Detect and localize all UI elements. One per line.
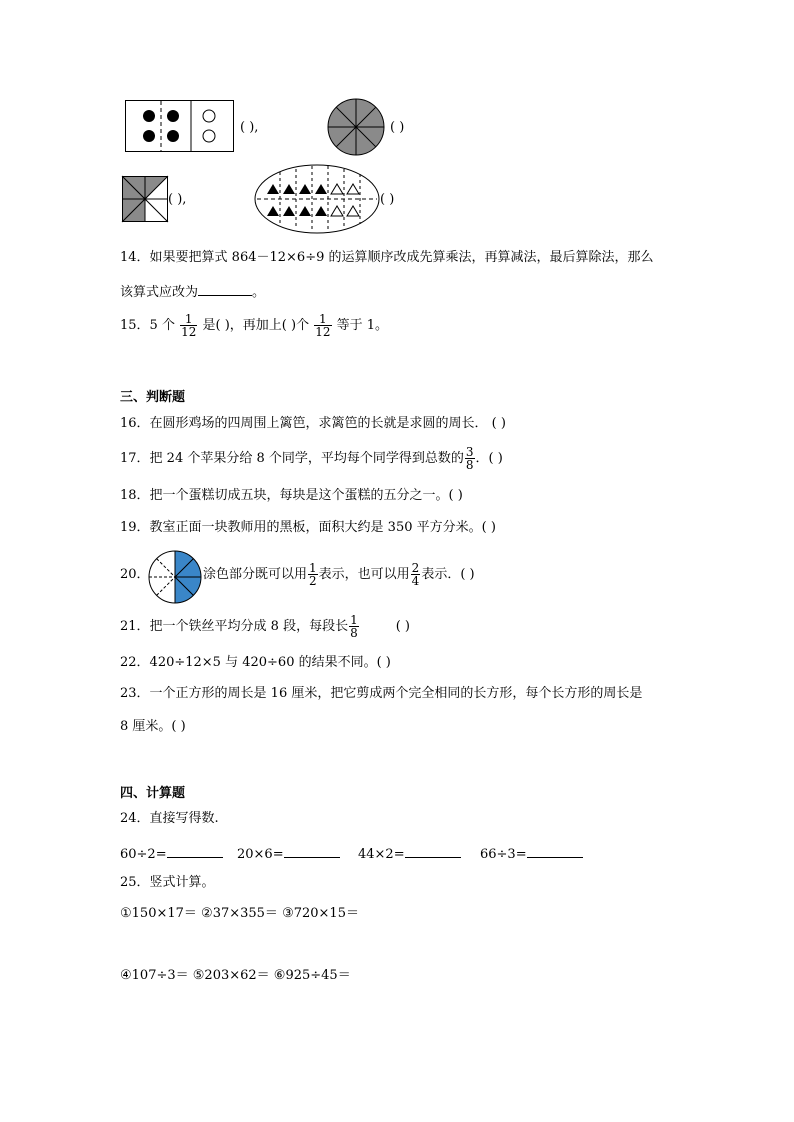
question-20-mid: 表示，也可以用 xyxy=(318,567,410,582)
question-18: 18．把一个蛋糕切成五块，每块是这个蛋糕的五分之一。( ) xyxy=(120,488,463,503)
question-15-mid: 是( )，再加上( )个 xyxy=(202,318,310,333)
fraction-3-8: $\frac{3}{8}$ xyxy=(465,445,474,472)
question-14-prefix: 该算式应改为 xyxy=(120,285,199,300)
question-25-row1: ①150×17＝ ②37×355＝ ③720×15＝ xyxy=(120,906,359,921)
question-23-line1: 23．一个正方形的周长是 16 厘米，把它剪成两个完全相同的长方形，每个长方形的周长是 xyxy=(120,686,643,701)
question-16: 16．在圆形鸡场的四周围上篱笆，求篱笆的长就是求圆的周长． ( ) xyxy=(120,416,506,431)
question-20-text: 涂色部分既可以用 xyxy=(203,567,308,582)
question-20-end: 表示．( ) xyxy=(421,567,475,582)
fraction-2-4: $\frac{2}{4}$ xyxy=(411,561,420,588)
question-24-title: 24．直接写得数. xyxy=(120,811,219,826)
triangle-square-figure xyxy=(122,176,168,222)
question-23-line2: 8 厘米。( ) xyxy=(120,719,186,734)
answer-paren-a: ( ), xyxy=(240,120,259,135)
answer-blank-24-1[interactable] xyxy=(167,845,223,858)
calc-item-4: 66÷3= xyxy=(480,845,583,863)
calc-item-1: 60÷2= xyxy=(120,845,223,863)
fraction-1-8: $\frac{1}{8}$ xyxy=(350,613,358,640)
answer-paren-c: ( ), xyxy=(168,192,187,207)
question-17 xyxy=(120,444,503,474)
answer-paren-d: ( ) xyxy=(380,192,395,207)
question-15 xyxy=(120,309,388,343)
answer-blank-14[interactable] xyxy=(198,283,252,296)
question-21-text: 21．把一个铁丝平均分成 8 段，每段长 xyxy=(120,619,349,634)
calc-item-2: 20×6= xyxy=(237,845,340,863)
section-title-judgement: 三、判断题 xyxy=(120,390,186,405)
question-21-end: ( ) xyxy=(395,619,410,634)
section-title-calculation: 四、计算题 xyxy=(120,786,186,801)
question-17-text: 17．把 24 个苹果分给 8 个同学，平均每个同学得到总数的 xyxy=(120,451,464,466)
question-21 xyxy=(120,612,410,642)
fraction-1-12: $\frac{1}{12}$ xyxy=(181,312,197,339)
answer-blank-24-3[interactable] xyxy=(405,845,461,858)
question-14-line1: 14．如果要把算式 864－12×6÷9 的运算顺序改成先算乘法，再算减法，最后算除法，那么 xyxy=(120,250,654,265)
question-17-end: ．( ) xyxy=(475,451,503,466)
question-20-num: 20． xyxy=(120,567,150,582)
question-25-title: 25．竖式计算。 xyxy=(120,875,215,890)
answer-paren-b: ( ) xyxy=(390,120,405,135)
fraction-1-12-b: $\frac{1}{12}$ xyxy=(315,312,331,339)
gray-circle-figure xyxy=(327,98,385,156)
fraction-1-2: $\frac{1}{2}$ xyxy=(309,561,317,588)
question-14-suffix: 。 xyxy=(252,285,266,300)
half-blue-circle-figure xyxy=(148,550,202,604)
question-22: 22．420÷12×5 与 420÷60 的结果不同。( ) xyxy=(120,655,391,670)
question-25-row2: ④107÷3＝ ⑤203×62＝ ⑥925÷45＝ xyxy=(120,968,351,983)
answer-blank-24-4[interactable] xyxy=(527,845,583,858)
question-15-num: 15．5 个 xyxy=(120,318,175,333)
question-19: 19．教室正面一块教师用的黑板，面积大约是 350 平方分米。( ) xyxy=(120,520,496,535)
question-14-line2 xyxy=(120,283,265,301)
answer-blank-24-2[interactable] xyxy=(284,845,340,858)
calc-item-3: 44×2= xyxy=(358,845,461,863)
question-20 xyxy=(203,560,475,590)
question-15-end: 等于 1。 xyxy=(336,318,389,333)
triangle-ellipse-figure xyxy=(254,164,380,234)
dots-rectangle-figure xyxy=(125,100,235,152)
